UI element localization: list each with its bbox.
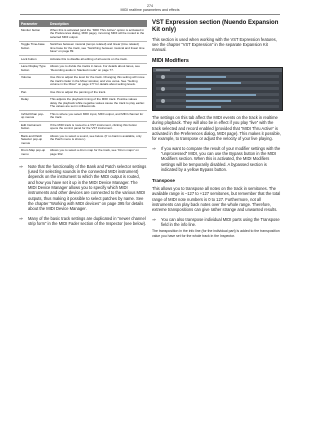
chapter-subtitle: MIDI realtime parameters and effects bbox=[120, 8, 180, 13]
right-column bbox=[152, 20, 283, 238]
param-description: Use this to adjust the level for the track. Changing this setting will move the track’s fader in the Mixer window, and vice versa. See “Setting volume in the Mixer” on page 177 for details about setting levels. bbox=[48, 74, 147, 89]
midi-modifiers-heading: MIDI Modifiers bbox=[152, 57, 189, 64]
transpose-text: This allows you to transpose all notes on the track in semitones. The available range is –127 to +127 semitones, but remember that the total range of MIDI note numbers is 0 to 127. Furthermore, not all instruments can play back notes over the whole range. Therefore, extreme transpositions can give rather strange and unwanted results. bbox=[152, 186, 281, 213]
note-arrow-icon: ⇒ bbox=[19, 163, 23, 169]
table-row bbox=[19, 133, 147, 148]
col-header-parameter: Parameter bbox=[19, 20, 48, 27]
param-description: Allows you to divide the tracks in lanes. For details about lanes, see “Recording audio in Stacked mode” on page 77. bbox=[48, 63, 147, 74]
param-description: This is where you select MIDI input, MIDI output, and MIDI channel for the track. bbox=[48, 111, 147, 122]
table-row bbox=[19, 89, 147, 96]
midi-modifiers-screenshot bbox=[152, 67, 283, 111]
param-name: Bank and Patch Selector pop-up menus bbox=[19, 133, 48, 148]
page-header bbox=[0, 4, 300, 13]
screenshot-knob bbox=[161, 75, 165, 79]
screenshot-row bbox=[156, 81, 279, 84]
param-description: Activate this to disable all editing of all events on the track. bbox=[48, 56, 147, 63]
midi-modifiers-text: The settings on this tab affect the MIDI events on the track in realtime during playback. They will also be in effect if you play “live” with the track selected and record enabled (provided that “MIDI Thru Active” is activated in the Preferences dialog, MIDI page). This makes it possible, for example, to transpose or adjust the velocity of your live playing. bbox=[152, 115, 281, 142]
screenshot-titlebar bbox=[153, 68, 282, 72]
note-arrow-icon: ⇒ bbox=[152, 216, 156, 222]
param-name: Pan bbox=[19, 89, 48, 96]
vst-expression-text: This section is used when working with the VST Expression features, see the chapter “VST Expression” in the separate Expansion Kit manual. bbox=[152, 36, 277, 53]
transpose-small-text: The transposition in the info line (for the individual part) is added to the transposition value you have set for the whole track in the Inspector. bbox=[152, 229, 280, 238]
param-description: Allows you to select a sound, see below. (If no bank is available, only the Patch menu is shown.) bbox=[48, 133, 147, 148]
param-name: Lock button bbox=[19, 56, 48, 63]
parameter-table bbox=[19, 20, 147, 159]
bypass-note bbox=[152, 146, 283, 173]
screenshot-row bbox=[156, 99, 279, 102]
transpose-note bbox=[152, 217, 283, 228]
table-header-row bbox=[19, 20, 147, 27]
param-description: Use this to adjust the panning of the track. bbox=[48, 89, 147, 96]
param-name: Lane Display Type button bbox=[19, 63, 48, 74]
note-text: If you want to compare the result of your modifier settings with the “unprocessed” MIDI, you can use the Bypass button in the MIDI Modifiers section. When this is activated, the MIDI Modifiers settings will be temporarily disabled. A bypassed section is indicated by a yellow Bypass button. bbox=[161, 145, 281, 173]
param-name: Edit Instrument button bbox=[19, 122, 48, 133]
param-description: Switches between musical (tempo related) and linear (time related) time base for the track, see “Switching between musical and linear time base” on page 89. bbox=[48, 41, 147, 56]
screenshot-knob bbox=[161, 87, 165, 91]
table-row bbox=[19, 41, 147, 56]
screenshot-row bbox=[156, 93, 279, 96]
table-row bbox=[19, 147, 147, 158]
table-row bbox=[19, 27, 147, 41]
table-row bbox=[19, 63, 147, 74]
param-name: Drum Map pop-up menu bbox=[19, 147, 48, 158]
note-text: Many of the basic track settings are duplicated in “newer channel strip form” in the MIDI Fader section of the Inspector (see below). bbox=[28, 215, 147, 227]
note-arrow-icon: ⇒ bbox=[19, 215, 23, 221]
table-row bbox=[19, 56, 147, 63]
param-name: Delay bbox=[19, 96, 48, 111]
left-column bbox=[19, 20, 147, 226]
screenshot-row bbox=[156, 105, 279, 108]
col-header-description: Description bbox=[48, 20, 147, 27]
transpose-heading: Transpose bbox=[152, 178, 175, 184]
table-row bbox=[19, 122, 147, 133]
param-name: In/Out/Chan pop-up menus bbox=[19, 111, 48, 122]
bank-patch-note bbox=[19, 164, 147, 212]
page-number: 274 bbox=[147, 4, 153, 8]
header-rule bbox=[20, 14, 280, 15]
param-name: Monitor button bbox=[19, 27, 48, 41]
vst-expression-heading: VST Expression section (Nuendo Expansion Kit only) bbox=[152, 20, 279, 33]
note-text: Note that the functionality of the Bank and Patch selector settings (used for selecting sounds in the connected MIDI instrument) depends on the instrument to which the MIDI output is routed, and how you have set it up in the MIDI Device Manager. The MIDI Device Manager allows you to specify which MIDI instruments and other devices are connected to the various MIDI outputs, thus making it possible to select patches by name. See the chapter “Working with MIDI devices” on page 395 for details about the MIDI Device Manager. bbox=[28, 163, 147, 212]
param-name: Volume bbox=[19, 74, 48, 89]
note-text: You can also transpose individual MIDI parts using the Transpose field in the info line. bbox=[161, 216, 280, 228]
table-row bbox=[19, 111, 147, 122]
param-description: Allows you to select a drum map for the track, see “Drum maps” on page 392. bbox=[48, 147, 147, 158]
param-description: When this is activated (and the “MIDI Thru Active” option is activated in the Preferences dialog, MIDI page), incoming MIDI will be routed to the selected MIDI output. bbox=[48, 27, 147, 41]
screenshot-row bbox=[156, 75, 279, 78]
screenshot-row bbox=[156, 87, 279, 90]
duplicated-settings-note bbox=[19, 216, 147, 227]
table-row bbox=[19, 96, 147, 111]
param-description: If the MIDI track is routed to a VST instrument, clicking this button opens the control panel for the VST instrument. bbox=[48, 122, 147, 133]
param-name: Toggle Time-base button bbox=[19, 41, 48, 56]
table-row bbox=[19, 74, 147, 89]
param-description: This adjusts the playback timing of the MIDI track. Positive values delay the playback while negative values cause the track to play earlier. The values are set in milliseconds. bbox=[48, 96, 147, 111]
screenshot-knob bbox=[161, 99, 165, 103]
note-arrow-icon: ⇒ bbox=[152, 145, 156, 151]
